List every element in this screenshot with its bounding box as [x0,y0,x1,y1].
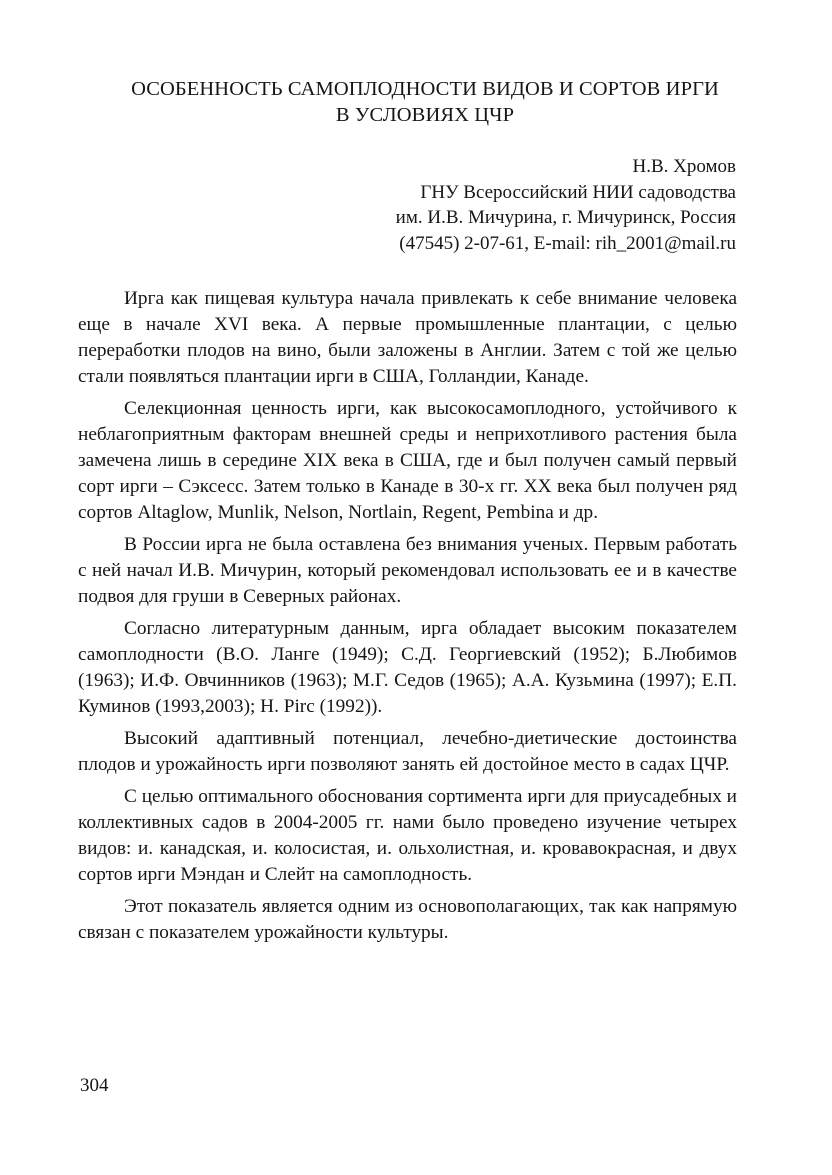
title-line-2: В УСЛОВИЯХ ЦЧР [335,104,515,126]
author-contact: (47545) 2-07-61, E-mail: rih_2001@mail.ru [399,232,736,254]
paragraph: В России ирга не была оставлена без внимания ученых. Первым работать с ней начал И.В. Мичурин, который рекомендовал использовать ее и в качестве подвоя для груши в Северных районах. [78,534,737,607]
author-location: им. И.В. Мичурина, г. Мичуринск, Россия [395,207,736,228]
paragraph: Высокий адаптивный потенциал, лечебно-диетические достоинства плодов и урожайность ирги позволяют занять ей достойное место в садах ЦЧР. [78,728,737,775]
page-number: 304 [80,1075,109,1096]
title-line-1: ОСОБЕННОСТЬ САМОПЛОДНОСТИ ВИДОВ И СОРТОВ ИРГИ [131,78,719,100]
author-organization: ГНУ Всероссийский НИИ садоводства [420,181,736,203]
paragraph: Согласно литературным данным, ирга обладает высоким показателем самоплодности (В.О. Ланге (1949); С.Д. Георгиевский (1952); Б.Любимов (1963); И.Ф. Овчинников (1963); М.Г. Седов (1965); А.А. Кузьмина (1997); Е.П. Куминов (1993,2003); H. Pirc (1992)). [78,618,737,717]
paragraph: Этот показатель является одним из основополагающих, так как напрямую связан с показателем урожайности культуры. [78,896,737,943]
paragraph: Селекционная ценность ирги, как высокосамоплодного, устойчивого к неблагоприятным факторам внешней среды и неприхотливого растения была замечена лишь в середине XIX века в США, где и был получен самый первый сорт ирги – Сэксесс. Затем только в Канаде в 30-х гг. XX века был получен ряд сортов Altaglow, Munlik, Nelson, Nortlain, Regent, Pembina и др. [78,398,737,523]
paragraph: С целью оптимального обоснования сортимента ирги для приусадебных и коллективных садов в 2004-2005 гг. нами было проведено изучение четырех видов: и. канадская, и. колосистая, и. ольхолистная, и. кровавокрасная, и двух сортов ирги Мэндан и Слейт на самоплодность. [78,786,737,885]
author-name: Н.В. Хромов [632,156,736,177]
article-body [78,286,737,952]
author-block [396,154,736,256]
paragraph: Ирга как пищевая культура начала привлекать к себе внимание человека еще в начале XVI века. А первые промышленные плантации, с целью переработки плодов на вино, были заложены в Англии. Затем с той же целью стали появляться плантации ирги в США, Голландии, Канаде. [78,288,737,387]
article-title [60,76,790,128]
